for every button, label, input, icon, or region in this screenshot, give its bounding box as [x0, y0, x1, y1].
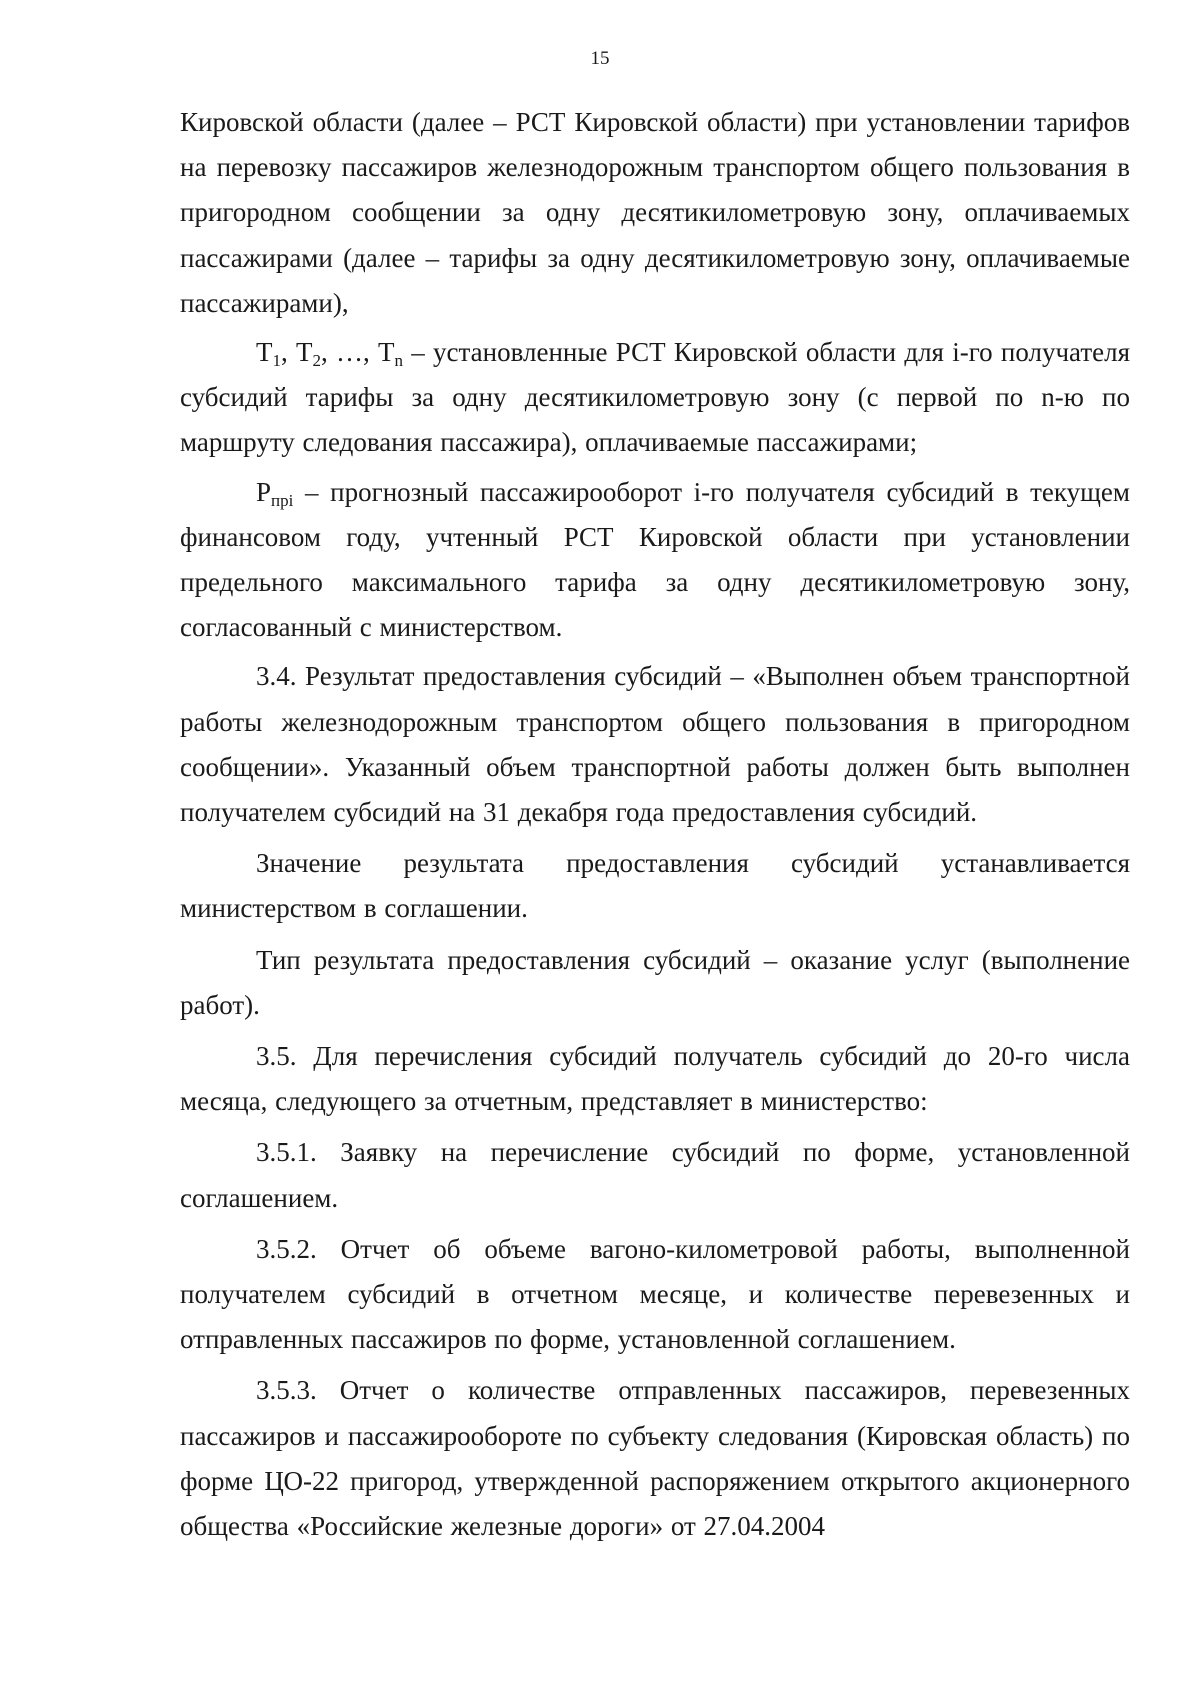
paragraph-3 — [180, 470, 1130, 651]
tariff-t1: Т — [256, 337, 273, 368]
paragraph-3-5-1: 3.5.1. Заявку на перечисление субсидий по форме, установленной соглашением. — [180, 1137, 1130, 1213]
document-body — [180, 100, 1130, 1549]
symbol-p: Р — [256, 476, 272, 507]
paragraph-3-5-2: 3.5.2. Отчет об объеме вагоно-километровой работы, выполненной получателем субсидий в отчетном месяце, и количестве перевезенных и отправленных пассажиров по форме, установленной соглашением. — [180, 1233, 1130, 1355]
tariff-t1-subscript: 1 — [272, 351, 281, 371]
symbol-p-subscript: прi — [271, 490, 294, 510]
paragraph-result-value: Значение результата предоставления субсидий устанавливается министерством в соглашении. — [180, 848, 1130, 924]
paragraph-3-5: 3.5. Для перечисления субсидий получатель субсидий до 20-го числа месяца, следующего за отчетным, представляет в министерство: — [180, 1041, 1130, 1117]
paragraph-2 — [180, 330, 1130, 466]
paragraph-2-text: – установленные РСТ Кировской области для i-го получателя субсидий тарифы за одну десятикилометровую зону (с первой по n-ю по маршруту следования пассажира), оплачиваемые пассажирами; — [180, 337, 1130, 458]
paragraph-3-5-3: 3.5.3. Отчет о количестве отправленных пассажиров, перевезенных пассажиров и пассажирообороте по субъекту следования (Кировская область) по форме ЦО-22 пригород, утвержденной распоряжением открытого акционерного общества «Российские железные дороги» от 27.04.2004 — [180, 1375, 1130, 1542]
tariff-tn-subscript: n — [394, 351, 404, 371]
tariff-t2: , Т — [281, 337, 313, 368]
paragraph-1: Кировской области (далее – РСТ Кировской области) при установлении тарифов на перевозку пассажиров железнодорожным транспортом общего пользования в пригородном сообщении за одну десятикилометровую зону, оплачиваемых пассажирами (далее – тарифы за одну десятикилометровую зону, оплачиваемые пассажирами), — [180, 107, 1130, 318]
page-number: 15 — [590, 48, 610, 69]
tariff-t2-subscript: 2 — [312, 351, 322, 371]
paragraph-3-text: – прогнозный пассажирооборот i-го получателя субсидий в текущем финансовом году, учтенный РСТ Кировской области при установлении предельного максимального тарифа за одну десятикилометровую зону, согласованный с министерством. — [180, 476, 1130, 643]
paragraph-3-4: 3.4. Результат предоставления субсидий – «Выполнен объем транспортной работы железнодорожным транспортом общего пользования в пригородном сообщении». Указанный объем транспортной работы должен быть выполнен получателем субсидий на 31 декабря года предоставления субсидий. — [180, 661, 1130, 828]
tariff-tn: , …, Т — [321, 337, 395, 368]
paragraph-result-type: Тип результата предоставления субсидий – оказание услуг (выполнение работ). — [180, 944, 1130, 1020]
